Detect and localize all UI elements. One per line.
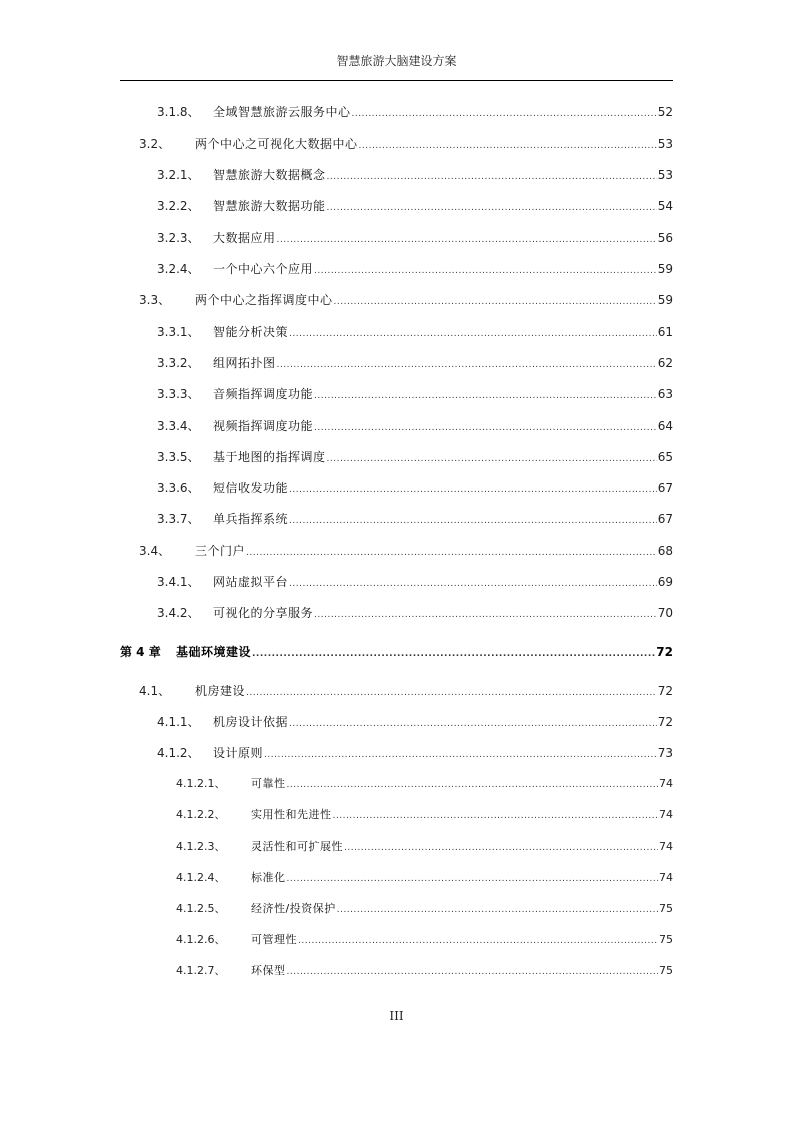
toc-dot-leader	[287, 871, 659, 887]
toc-entry-number: 3.2.2、	[157, 199, 200, 213]
toc-entry[interactable]	[157, 261, 673, 277]
toc-entry-number: 4.1.2.3、	[176, 840, 226, 853]
toc-dot-leader	[298, 933, 658, 949]
toc-entry-page: 67	[657, 512, 673, 526]
toc-entry-page: 72	[656, 645, 673, 659]
toc-dot-leader	[246, 545, 657, 561]
toc-entry-title: 机房建设	[195, 684, 246, 698]
toc-entry[interactable]	[157, 511, 673, 527]
toc-dot-leader	[289, 513, 657, 529]
toc-entry-number: 4.1.2、	[157, 746, 200, 760]
toc-dot-leader	[314, 420, 657, 436]
toc-dot-leader	[337, 902, 658, 918]
toc-entry-number: 3.3.6、	[157, 481, 200, 495]
toc-dot-leader	[289, 326, 657, 342]
toc-entry-title: 两个中心之可视化大数据中心	[195, 137, 358, 151]
toc-entry-number: 4.1.2.1、	[176, 777, 226, 790]
page-number: III	[389, 1009, 404, 1023]
toc-entry[interactable]	[157, 355, 673, 371]
toc-entry-page: 65	[657, 450, 673, 464]
toc-entry-title: 标准化	[251, 871, 286, 884]
toc-entry-number: 3.2.1、	[157, 168, 200, 182]
toc-entry-number: 3.4、	[139, 544, 171, 558]
toc-entry-title: 两个中心之指挥调度中心	[195, 293, 333, 307]
toc-entry[interactable]	[139, 292, 673, 308]
toc-entry-page: 53	[657, 168, 673, 182]
toc-entry[interactable]	[176, 963, 673, 979]
toc-entry-page: 61	[657, 325, 673, 339]
toc-dot-leader	[287, 964, 659, 980]
toc-dot-leader	[289, 576, 657, 592]
toc-entry-page: 69	[657, 575, 673, 589]
toc-entry-number: 4.1.2.4、	[176, 871, 226, 884]
toc-dot-leader	[327, 169, 657, 185]
toc-entry-page: 74	[659, 777, 673, 790]
toc-entry-number: 3.3.7、	[157, 512, 200, 526]
toc-entry-number: 3.2.3、	[157, 231, 200, 245]
toc-entry[interactable]	[176, 901, 673, 917]
toc-entry[interactable]	[157, 230, 673, 246]
toc-entry[interactable]	[157, 324, 673, 340]
toc-entry-title: 组网拓扑图	[213, 356, 276, 370]
toc-dot-leader	[314, 263, 657, 279]
toc-entry-number: 3.3.3、	[157, 387, 200, 401]
toc-chapter-entry[interactable]	[120, 644, 673, 660]
toc-entry-title: 网站虚拟平台	[213, 575, 289, 589]
toc-entry[interactable]	[157, 386, 673, 402]
toc-entry-title: 单兵指挥系统	[213, 512, 289, 526]
toc-entry-page: 62	[657, 356, 673, 370]
toc-entry[interactable]	[157, 198, 673, 214]
toc-entry[interactable]	[176, 807, 673, 823]
toc-dot-leader	[264, 747, 657, 763]
toc-entry[interactable]	[176, 870, 673, 886]
toc-entry[interactable]	[139, 136, 673, 152]
toc-entry-page: 74	[659, 871, 673, 884]
toc-entry-number: 第 4 章	[120, 645, 161, 659]
toc-entry-number: 4.1.2.7、	[176, 964, 226, 977]
toc-entry[interactable]	[157, 605, 673, 621]
toc-entry-page: 68	[657, 544, 673, 558]
toc-dot-leader	[289, 482, 657, 498]
toc-entry-title: 机房设计依据	[213, 715, 289, 729]
toc-entry-title: 设计原则	[213, 746, 264, 760]
toc-entry-number: 3.3.5、	[157, 450, 200, 464]
toc-dot-leader	[252, 646, 655, 662]
toc-dot-leader	[314, 388, 657, 404]
toc-entry-title: 全域智慧旅游云服务中心	[213, 105, 351, 119]
toc-entry-number: 3.3.4、	[157, 419, 200, 433]
toc-dot-leader	[327, 200, 657, 216]
toc-dot-leader	[344, 840, 658, 856]
toc-dot-leader	[246, 685, 657, 701]
toc-entry-page: 59	[657, 262, 673, 276]
toc-entry-page: 74	[659, 840, 673, 853]
toc-dot-leader	[289, 716, 657, 732]
toc-entry-page: 75	[659, 964, 673, 977]
toc-entry-number: 3.3、	[139, 293, 171, 307]
toc-entry[interactable]	[157, 104, 673, 120]
toc-entry-page: 63	[657, 387, 673, 401]
toc-entry-title: 可视化的分享服务	[213, 606, 314, 620]
toc-entry[interactable]	[157, 167, 673, 183]
toc-entry-page: 53	[657, 137, 673, 151]
toc-entry[interactable]	[176, 932, 673, 948]
toc-entry-title: 一个中心六个应用	[213, 262, 314, 276]
toc-entry-page: 72	[657, 684, 673, 698]
toc-entry[interactable]	[157, 714, 673, 730]
toc-entry[interactable]	[139, 543, 673, 559]
toc-entry-title: 大数据应用	[213, 231, 276, 245]
toc-entry-title: 智慧旅游大数据功能	[213, 199, 326, 213]
toc-dot-leader	[287, 777, 659, 793]
toc-entry[interactable]	[157, 745, 673, 761]
toc-entry-page: 72	[657, 715, 673, 729]
toc-entry-page: 74	[659, 808, 673, 821]
toc-entry-page: 75	[659, 902, 673, 915]
toc-entry-title: 视频指挥调度功能	[213, 419, 314, 433]
toc-entry-number: 3.2、	[139, 137, 171, 151]
toc-dot-leader	[352, 106, 657, 122]
toc-entry-number: 4.1.2.6、	[176, 933, 226, 946]
toc-entry-page: 70	[657, 606, 673, 620]
toc-entry-title: 智慧旅游大数据概念	[213, 168, 326, 182]
toc-entry-number: 3.1.8、	[157, 105, 200, 119]
toc-entry-title: 可靠性	[251, 777, 286, 790]
toc-entry-title: 基础环境建设	[176, 645, 252, 659]
toc-dot-leader	[333, 808, 659, 824]
toc-entry-page: 67	[657, 481, 673, 495]
toc-entry-title: 智能分析决策	[213, 325, 289, 339]
toc-entry-page: 59	[657, 293, 673, 307]
toc-entry-page: 54	[657, 199, 673, 213]
toc-entry-title: 经济性/投资保护	[251, 902, 336, 915]
toc-entry-page: 56	[657, 231, 673, 245]
toc-entry-title: 音频指挥调度功能	[213, 387, 314, 401]
running-header: 智慧旅游大脑建设方案	[336, 54, 457, 68]
toc-entry-number: 3.3.1、	[157, 325, 200, 339]
toc-entry[interactable]	[157, 574, 673, 590]
toc-entry-number: 3.3.2、	[157, 356, 200, 370]
toc-entry[interactable]	[176, 776, 673, 792]
toc-entry-title: 基于地图的指挥调度	[213, 450, 326, 464]
toc-entry-number: 4.1、	[139, 684, 171, 698]
toc-dot-leader	[277, 357, 657, 373]
toc-entry[interactable]	[157, 449, 673, 465]
toc-entry[interactable]	[157, 418, 673, 434]
toc-dot-leader	[359, 138, 657, 154]
toc-dot-leader	[327, 451, 657, 467]
toc-entry-page: 73	[657, 746, 673, 760]
toc-entry[interactable]	[139, 683, 673, 699]
toc-entry-number: 4.1.1、	[157, 715, 200, 729]
toc-entry-page: 75	[659, 933, 673, 946]
toc-entry-title: 灵活性和可扩展性	[251, 840, 343, 853]
toc-entry-number: 4.1.2.2、	[176, 808, 226, 821]
toc-dot-leader	[277, 232, 657, 248]
toc-entry-title: 环保型	[251, 964, 286, 977]
toc-entry-page: 64	[657, 419, 673, 433]
toc-entry-title: 实用性和先进性	[251, 808, 332, 821]
toc-entry-title: 三个门户	[195, 544, 246, 558]
toc-entry-title: 短信收发功能	[213, 481, 289, 495]
toc-entry[interactable]	[176, 839, 673, 855]
toc-entry-number: 3.4.1、	[157, 575, 200, 589]
toc-entry-number: 3.4.2、	[157, 606, 200, 620]
toc-entry[interactable]	[157, 480, 673, 496]
toc-entry-title: 可管理性	[251, 933, 297, 946]
toc-entry-number: 3.2.4、	[157, 262, 200, 276]
toc-entry-page: 52	[657, 105, 673, 119]
toc-dot-leader	[334, 294, 657, 310]
toc-dot-leader	[314, 607, 657, 623]
toc-entry-number: 4.1.2.5、	[176, 902, 226, 915]
